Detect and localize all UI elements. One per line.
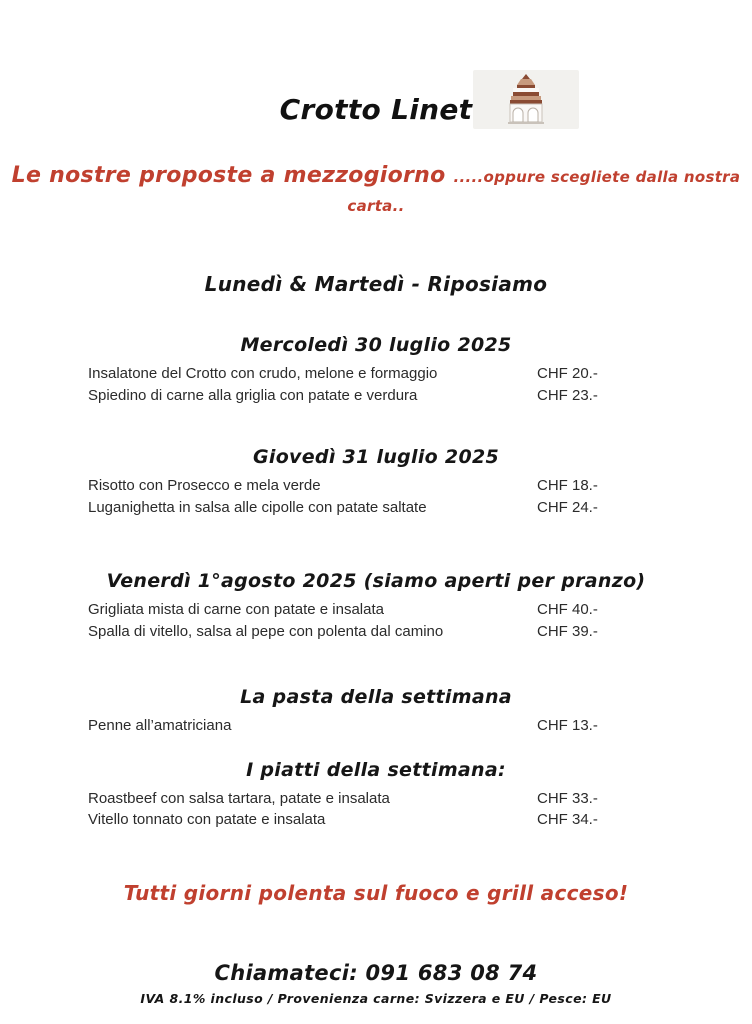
dish-price: CHF 39.-	[537, 622, 598, 640]
dish-name: Risotto con Prosecco e mela verde	[88, 477, 321, 494]
dish-name: Spiedino di carne alla griglia con patate e verdura	[88, 386, 418, 404]
dish-price: CHF 40.-	[537, 601, 598, 618]
section-heading: La pasta della settimana	[240, 686, 512, 708]
menu-row	[88, 715, 604, 737]
menu-row	[88, 363, 604, 385]
dish-name: Luganighetta in salsa alle cipolle con patate saltate	[88, 498, 427, 516]
footnote: IVA 8.1% incluso / Provenienza carne: Svizzera e EU / Pesce: EU	[140, 990, 612, 1006]
dish-price: CHF 18.-	[537, 477, 598, 494]
closed-days-line: Lunedì & Martedì - Riposiamo	[204, 272, 548, 296]
section-piatti-settimana	[0, 759, 752, 831]
section-heading: I piatti della settimana:	[246, 758, 506, 781]
contact-line: Chiamateci: 091 683 08 74	[214, 960, 538, 985]
dish-name: Spalla di vitello, salsa al pepe con polenta dal camino	[88, 622, 444, 640]
dish-name: Vitello tonnato con patate e insalata	[88, 811, 326, 828]
dish-price: CHF 20.-	[537, 365, 598, 382]
menu-row	[88, 497, 604, 519]
section-mercoledi	[0, 334, 752, 406]
crotto-logo-icon	[473, 70, 579, 129]
dish-name: Insalatone del Crotto con crudo, melone e formaggio	[88, 365, 438, 382]
section-venerdi	[0, 570, 752, 642]
section-heading: Mercoledì 30 luglio 2025	[240, 334, 512, 356]
menu-row	[88, 599, 604, 621]
page-title: Crotto Linet	[279, 93, 473, 126]
menu-row	[88, 809, 604, 831]
menu-row	[88, 475, 604, 497]
menu-row	[88, 385, 604, 407]
dish-price: CHF 33.-	[537, 789, 598, 807]
tagline	[0, 162, 752, 220]
dish-price: CHF 24.-	[537, 498, 598, 516]
menu-row	[88, 621, 604, 643]
dish-price: CHF 13.-	[537, 717, 598, 734]
dish-price: CHF 34.-	[537, 811, 598, 828]
header	[0, 70, 752, 130]
dish-name: Grigliata mista di carne con patate e insalata	[88, 601, 384, 618]
tagline-main: Le nostre proposte a mezzogiorno	[11, 163, 454, 188]
dish-name: Roastbeef con salsa tartara, patate e insalata	[88, 789, 390, 807]
tagline-suffix: .....oppure scegliete dalla nostra carta..	[347, 168, 741, 215]
section-heading: Giovedì 31 luglio 2025	[252, 446, 500, 468]
dish-price: CHF 23.-	[537, 386, 598, 404]
dish-name: Penne all’amatriciana	[88, 717, 232, 734]
menu-row	[88, 788, 604, 810]
section-heading: Venerdì 1°agosto 2025 (siamo aperti per pranzo)	[106, 570, 646, 592]
section-giovedi	[0, 446, 752, 518]
daily-note: Tutti giorni polenta sul fuoco e grill acceso!	[123, 880, 629, 905]
section-pasta-settimana	[0, 686, 752, 737]
